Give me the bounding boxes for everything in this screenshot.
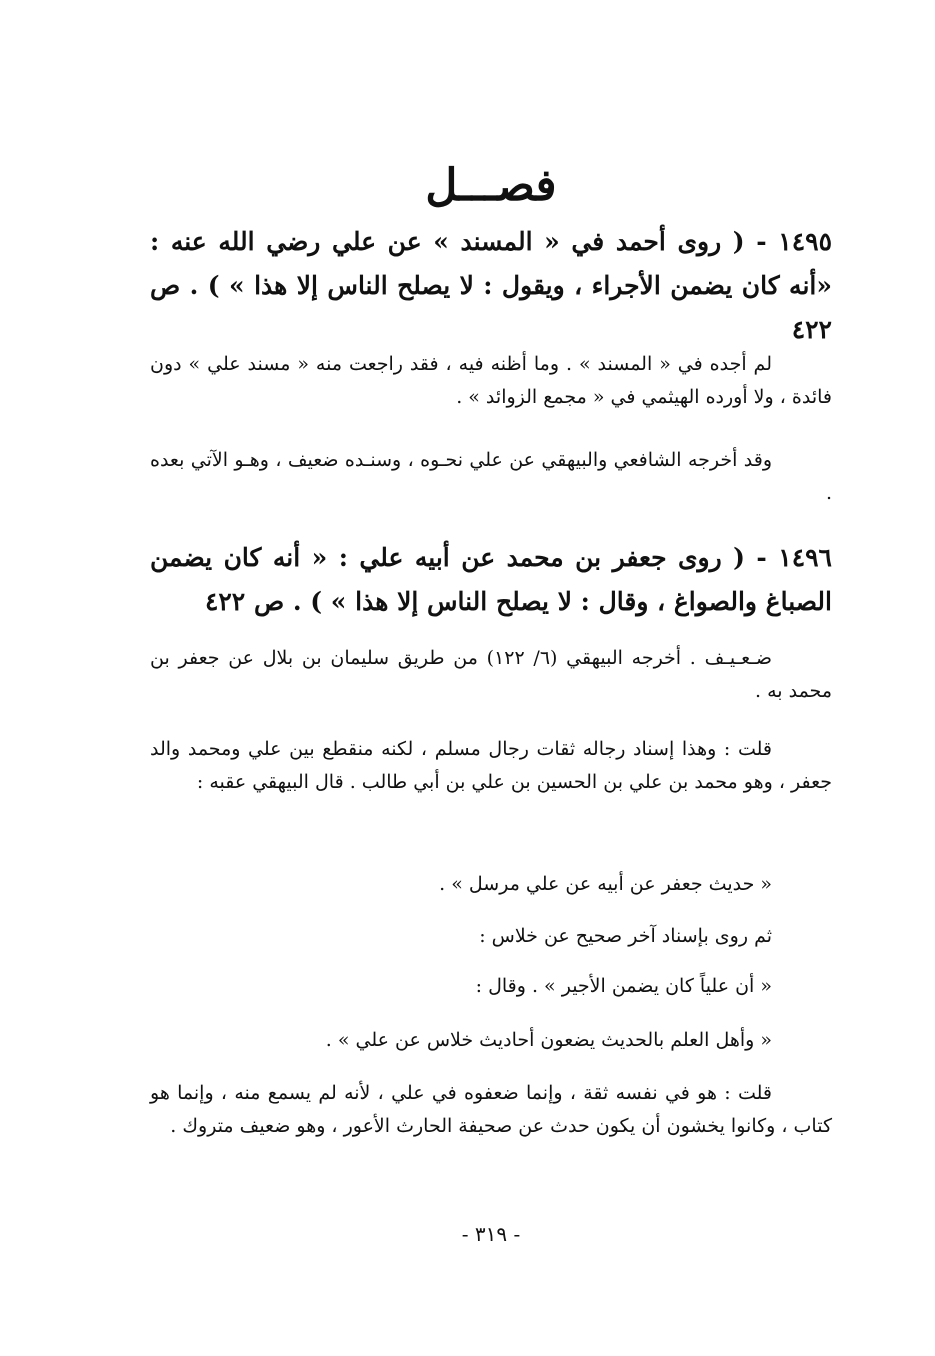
commentary-1496-a: ضـعـيـف . أخرجه البيهقي (٦/ ١٢٢) من طريق سليمان بن بلال عن جعفر بن محمد به . bbox=[150, 647, 832, 702]
commentary-1496-b: قلت : وهذا إسناد رجاله ثقات رجال مسلم ، لكنه منقطع بين علي ومحمد والد جعفر ، وهو محمد بن علي بن الحسين بن علي بن أبي طالب . قال البيهقي عقبه : bbox=[150, 738, 832, 793]
hadith-text-1495: - ( روى أحمد في « المسند » عن علي رضي الله عنه : «أنه كان يضمن الأجراء ، ويقول : لا يصلح الناس إلا هذا » ) . ص ٤٢٢ bbox=[150, 227, 832, 344]
hadith-number-1495: ١٤٩٥ bbox=[778, 227, 832, 256]
section-heading: فصـــل bbox=[425, 160, 557, 211]
document-page bbox=[150, 0, 832, 1356]
commentary-1495-a: لم أجده في « المسند » . وما أظنه فيه ، فقد راجعت منه « مسند علي » دون فائدة ، ولا أورده الهيثمي في « مجمع الزوائد » . bbox=[150, 353, 832, 408]
commentary-1495-b: وقد أخرجه الشافعي والبيهقي عن علي نحـوه ، وسنـده ضعيف ، وهـو الآتي بعده . bbox=[150, 449, 832, 504]
quote-line-1: « حديث جعفر عن أبيه عن علي مرسل » . bbox=[439, 873, 772, 895]
quote-line-2: ثم روى بإسناد آخر صحيح عن خلاس : bbox=[479, 925, 772, 947]
hadith-number-1496: ١٤٩٦ bbox=[778, 543, 832, 572]
hadith-entry-1495 bbox=[150, 220, 832, 352]
quote-line-3: « أن علياً كان يضمن الأجير » . وقال : bbox=[475, 975, 772, 997]
hadith-text-1496: - ( روى جعفر بن محمد عن أبيه علي : « أنه كان يضمن الصباغ والصواغ ، وقال : لا يصلح الناس إلا هذا » ) . ص ٤٢٢ bbox=[150, 543, 832, 616]
commentary-1496-c: قلت : هو في نفسه ثقة ، وإنما ضعفوه في علي ، لأنه لم يسمع منه ، وإنما هو كتاب ، وكانوا يخشون أن يكون حدث عن صحيفة الحارث الأعور ، وهو ضعيف متروك . bbox=[150, 1082, 832, 1137]
hadith-entry-1496 bbox=[150, 536, 832, 624]
quote-line-4: « وأهل العلم بالحديث يضعون أحاديث خلاس عن علي » . bbox=[325, 1029, 772, 1051]
page-number: - ٣١٩ - bbox=[461, 1222, 521, 1246]
